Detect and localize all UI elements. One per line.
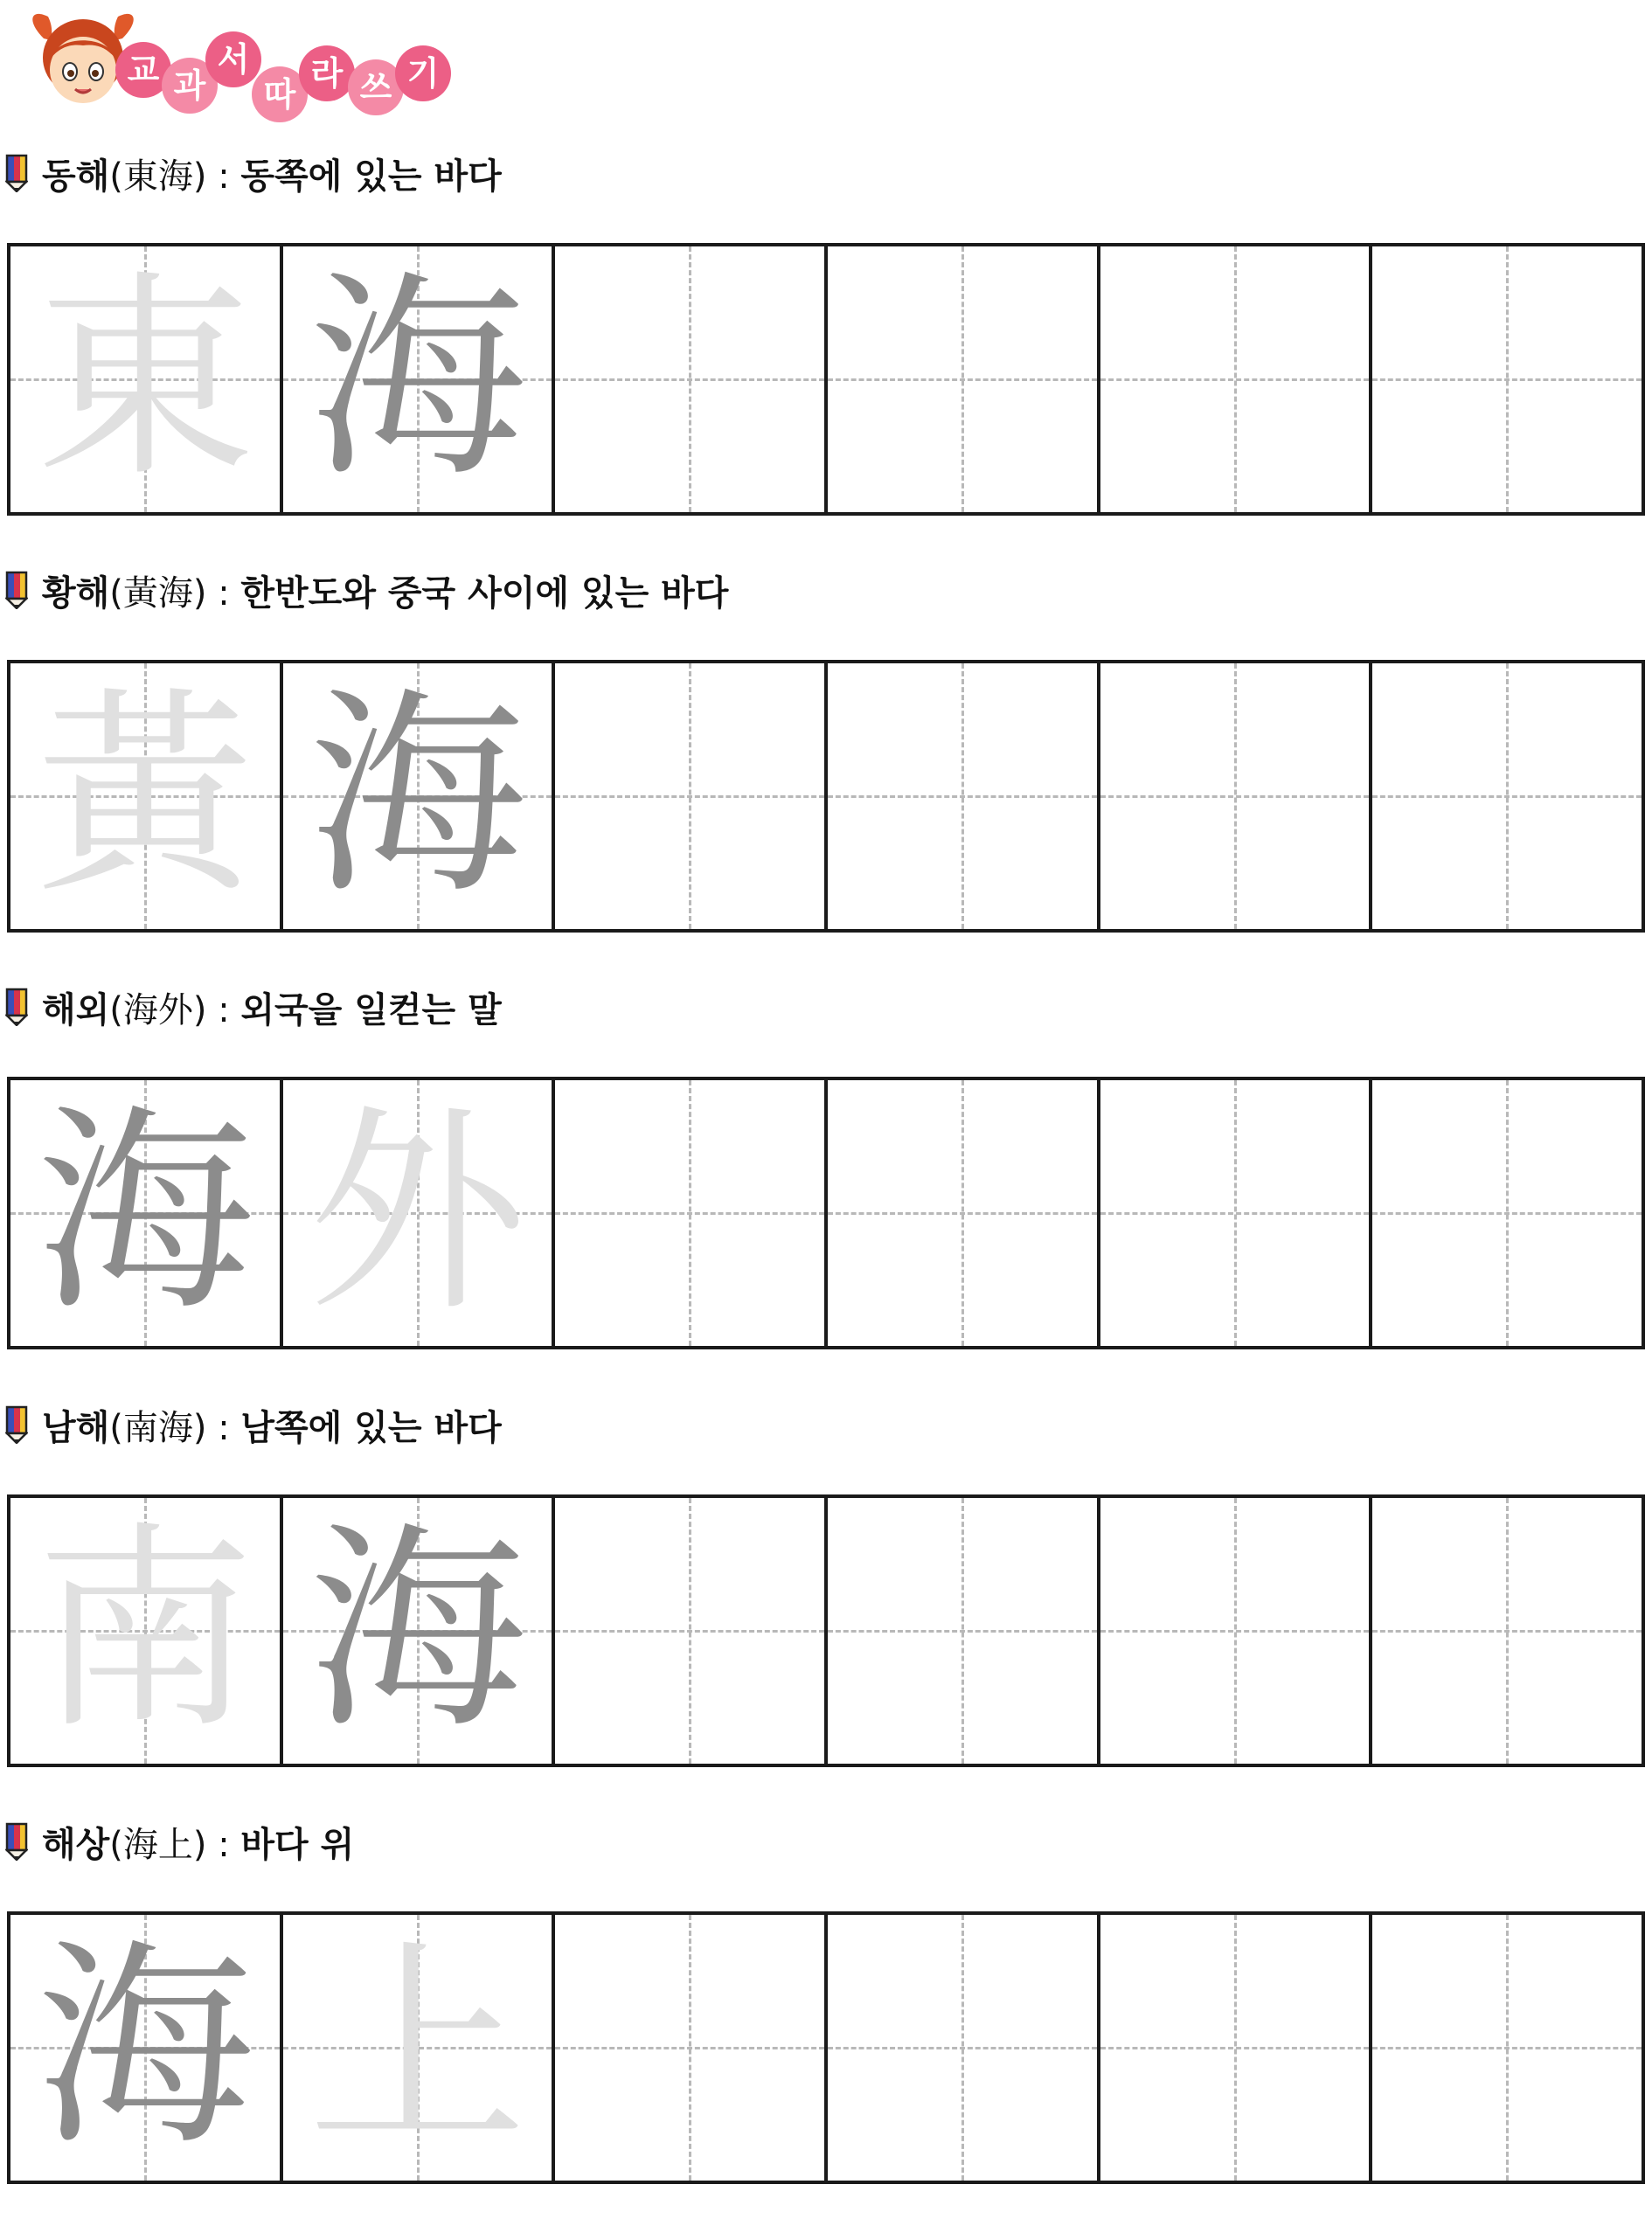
practice-section [0,1815,1652,2226]
blank-practice-cell[interactable] [828,246,1100,512]
logo-letter: 기 [395,45,451,101]
word-hanja: 海上 [122,1824,193,1865]
guide-character: 外 [308,1085,527,1340]
logo-letter: 쓰 [348,59,404,115]
pencil-icon [5,988,28,1026]
logo-letter: 라 [299,45,355,101]
blank-practice-cell[interactable] [1100,1080,1373,1346]
blank-practice-cell[interactable] [1372,1915,1642,2181]
logo-letter: 서 [205,31,261,87]
blank-practice-cell[interactable] [828,1498,1100,1764]
writing-grid [7,1077,1645,1349]
word-hanja: 南海 [122,1407,193,1448]
pencil-icon [5,154,28,192]
logo-letter: 따 [252,66,308,122]
practice-section [0,981,1652,1391]
blank-practice-cell[interactable] [1372,663,1642,929]
guide-cell [10,246,283,512]
word-hanja: 黃海 [122,572,193,614]
logo-letter: 과 [162,58,218,114]
guide-cell [10,663,283,929]
guide-character: 海 [35,1085,254,1340]
word-korean: 동해 [42,156,110,197]
guide-character: 海 [308,669,527,923]
guide-cell [283,1915,556,2181]
blank-practice-cell[interactable] [555,1080,828,1346]
blank-practice-cell[interactable] [1100,1915,1373,2181]
pencil-icon [5,1405,28,1444]
word-definition: 한반도와 중국 사이에 있는 바다 [240,572,729,614]
pencil-icon [5,1822,28,1861]
word-hanja: 東海 [122,156,193,197]
guide-cell [10,1080,283,1346]
guide-character: 海 [308,252,527,506]
word-korean: 남해 [42,1407,110,1448]
blank-practice-cell[interactable] [1372,1498,1642,1764]
word-korean: 해상 [42,1824,110,1865]
practice-section [0,564,1652,974]
word-definition: 동쪽에 있는 바다 [240,156,502,197]
word-label: 해상(海上) : 바다 위 [5,1815,354,1868]
blank-practice-cell[interactable] [1372,1080,1642,1346]
pencil-icon [5,571,28,609]
word-label: 해외(海外) : 외국을 일컫는 말 [5,981,502,1033]
practice-section [0,147,1652,558]
practice-section [0,1398,1652,1809]
blank-practice-cell[interactable] [828,1080,1100,1346]
blank-practice-cell[interactable] [1100,246,1373,512]
guide-cell [283,663,556,929]
guide-cell [283,246,556,512]
word-label: 황해(黃海) : 한반도와 중국 사이에 있는 바다 [5,564,728,616]
writing-grid [7,1911,1645,2184]
guide-character: 上 [308,1920,527,2174]
word-label: 동해(東海) : 동쪽에 있는 바다 [5,147,502,199]
guide-character: 南 [35,1503,254,1758]
word-korean: 황해 [42,572,110,614]
guide-character: 海 [308,1503,527,1758]
writing-grid [7,1494,1645,1767]
blank-practice-cell[interactable] [555,246,828,512]
blank-practice-cell[interactable] [828,1915,1100,2181]
blank-practice-cell[interactable] [1100,663,1373,929]
guide-cell [283,1498,556,1764]
word-korean: 해외 [42,989,110,1030]
logo [26,3,481,126]
guide-cell [10,1498,283,1764]
blank-practice-cell[interactable] [555,1915,828,2181]
guide-cell [10,1915,283,2181]
word-definition: 외국을 일컫는 말 [240,989,502,1030]
blank-practice-cell[interactable] [1100,1498,1373,1764]
guide-cell [283,1080,556,1346]
writing-grid [7,243,1645,516]
guide-character: 東 [35,252,254,506]
logo-letter: 교 [115,42,171,98]
word-definition: 남쪽에 있는 바다 [240,1407,502,1448]
word-hanja: 海外 [122,989,193,1030]
blank-practice-cell[interactable] [1372,246,1642,512]
word-definition: 바다 위 [240,1824,355,1865]
blank-practice-cell[interactable] [555,663,828,929]
guide-character: 海 [35,1920,254,2174]
guide-character: 黃 [35,669,254,923]
writing-grid [7,660,1645,933]
blank-practice-cell[interactable] [828,663,1100,929]
blank-practice-cell[interactable] [555,1498,828,1764]
word-label: 남해(南海) : 남쪽에 있는 바다 [5,1398,502,1451]
